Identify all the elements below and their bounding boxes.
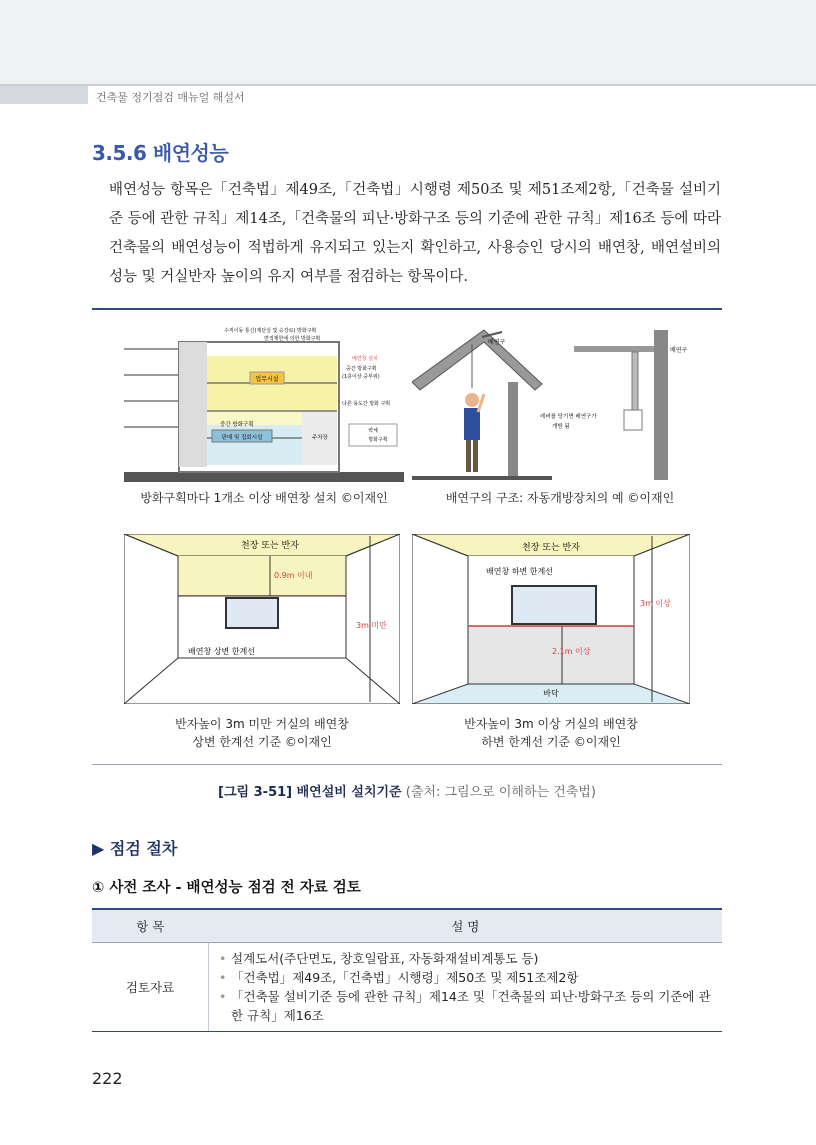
list-item: • 「건축물 설비기준 등에 관한 규칙」제14조 및「건축물의 피난·방화구조 등의 기준에 관한 규칙」제16조 xyxy=(217,987,714,1025)
legend-wall: 벽체 xyxy=(368,428,378,434)
figure-vent-mechanism xyxy=(412,322,708,482)
legend-fire: 방화구획 xyxy=(368,437,388,443)
distance-label: 0.9m 이내 xyxy=(274,571,313,580)
lever-label: 레버를 당기면 배연구가 xyxy=(540,414,597,420)
row-item: 검토자료 xyxy=(92,943,209,1032)
figure4-caption-1: 반자높이 3m 이상 거실의 배연창 xyxy=(464,717,638,731)
floor-label: 바닥 xyxy=(543,689,559,698)
figure2-caption: 배연구의 구조: 자동개방장치의 예 ©이재인 xyxy=(445,491,675,505)
main-figure-caption xyxy=(92,781,722,800)
min-height-label: 2.1m 이상 xyxy=(552,647,591,656)
sales-label: 판매 및 집회시설 xyxy=(221,435,263,441)
section-title: 3.5.6 배연성능 xyxy=(92,141,229,165)
page-number: 222 xyxy=(92,1069,123,1088)
list-item: • 설계도서(주단면도, 창호일람표, 자동화재설비계통도 등) xyxy=(217,949,714,968)
middle-fire-label: 중간 방화구획 xyxy=(220,422,254,428)
other-use-note: 다른 용도간 방화 구획 xyxy=(342,401,391,407)
middle-fire-sub: (1층이상 중부위) xyxy=(342,374,380,380)
middle-fire-note: 중간 방화구획 xyxy=(346,366,377,372)
header-accent xyxy=(0,86,88,104)
figure-bottom-rule xyxy=(92,764,722,765)
intro-paragraph: 배연성능 항목은「건축법」제49조,「건축법」시행령 제50조 및 제51조제2항,「건축물 설비기준 등에 관한 규칙」제14조,「건축물의 피난·방화구조 등의 기준에 관한 규칙」제16조 등에 따라 건축물의 배연성능이 적법하게 유지되고 있는지 확인하고, 사용승인 당시의 배연창, 배연설비의 성능 및 거실반자 높이의 유지 여부를 점검하는 항목이다. xyxy=(109,182,721,285)
smoke-window-label: 배연창 설치 xyxy=(352,356,378,362)
parking-label: 주차장 xyxy=(312,435,328,441)
list-item: • 「건축법」제49조,「건축법」시행령」제50조 및 제51조제2항 xyxy=(217,968,714,987)
figure-fire-compartment xyxy=(124,322,404,482)
header-band xyxy=(0,0,816,84)
figure-over-3m xyxy=(412,534,690,704)
limit-label: 배연창 상변 한계선 xyxy=(188,647,255,656)
step1-heading: ① 사전 조사 - 배연성능 점검 전 자료 검토 xyxy=(92,880,361,896)
figure1-caption: 방화구획마다 1개소 이상 배연창 설치 ©이재인 xyxy=(140,491,388,505)
col-desc-header: 설 명 xyxy=(209,909,723,943)
figure4-caption-2: 하변 한계선 기준 ©이재인 xyxy=(481,735,621,749)
area-note: 면적제한에 의한 방화구획 xyxy=(264,336,321,342)
running-title: 건축물 정기점검 매뉴얼 해설서 xyxy=(96,91,245,104)
lower-limit-label: 배연창 하변 한계선 xyxy=(486,567,553,576)
figure3-caption-2: 상변 한계선 기준 ©이재인 xyxy=(192,735,332,749)
figure-top-rule xyxy=(92,308,722,310)
business-label: 업무시설 xyxy=(255,376,279,383)
caption-label: [그림 3-51] 배연설비 설치기준 xyxy=(218,785,402,800)
vertical-note: 수직이동 통신(계단실 및 승강로) 방화구획 xyxy=(224,328,317,334)
header-rule xyxy=(0,84,816,86)
row-description xyxy=(209,943,723,1032)
vent2-label: 배연구 xyxy=(670,347,688,354)
figure-under-3m xyxy=(124,534,400,704)
vent-label: 배연구 xyxy=(488,339,506,346)
lever-label2: 개방 됨 xyxy=(552,424,570,430)
caption-source: (출처: 그림으로 이해하는 건축법) xyxy=(405,785,596,800)
height-label: 3m 미만 xyxy=(356,621,387,630)
ceiling-label-2: 천장 또는 반자 xyxy=(522,543,580,553)
procedure-heading: ▶ 점검 절차 xyxy=(92,839,178,858)
table-row xyxy=(92,943,722,1032)
table-header-row xyxy=(92,909,722,943)
figure3-caption-1: 반자높이 3m 미만 거실의 배연창 xyxy=(175,717,349,731)
review-table xyxy=(92,908,722,1032)
height-label-2: 3m 이상 xyxy=(640,599,671,608)
col-item-header: 항 목 xyxy=(92,909,209,943)
ceiling-label: 천장 또는 반자 xyxy=(241,541,299,551)
